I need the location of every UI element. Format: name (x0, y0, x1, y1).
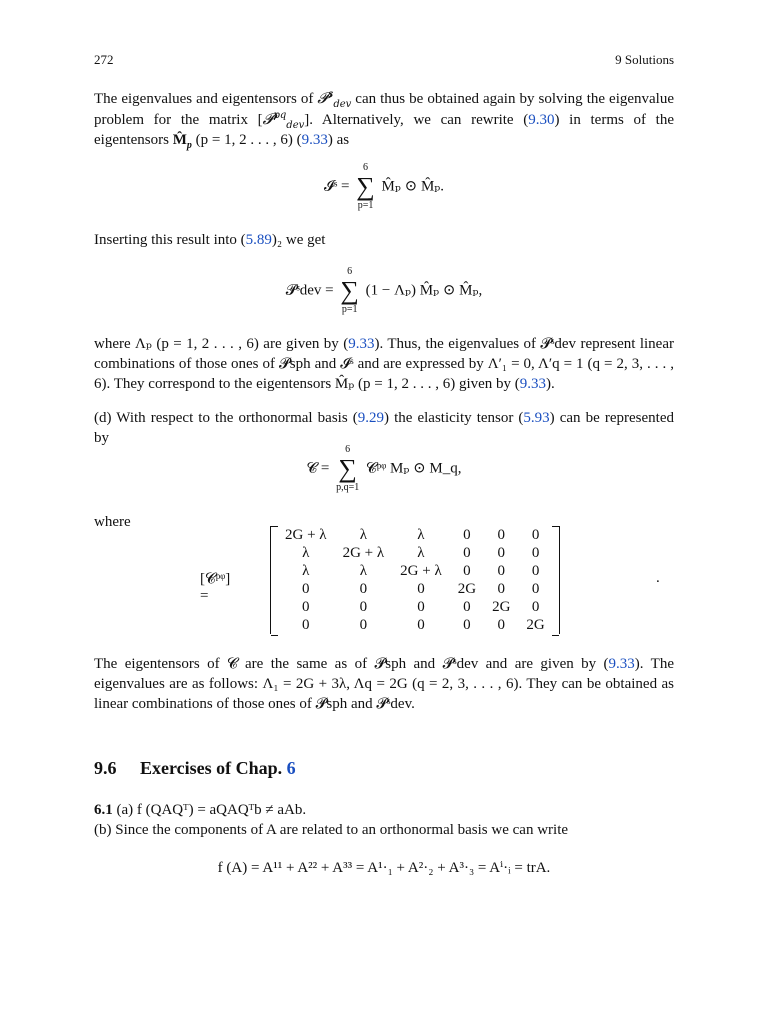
matrix-cell: 0 (359, 616, 368, 633)
ref-link-5-89[interactable]: 5.89 (245, 232, 272, 248)
page-number: 272 (94, 52, 114, 67)
sum-symbol: 6 ∑ p=1 (356, 162, 375, 211)
exercise-6-1-a (94, 800, 674, 820)
matrix-cell: λ (417, 526, 425, 543)
matrix-cell: 0 (302, 580, 310, 597)
matrix-cell: 0 (497, 562, 505, 579)
math-P-pq-dev: 𝓟$^{pq}_{dev}$ (262, 110, 305, 131)
text-segment: )₂ we get (271, 232, 326, 248)
equation-lhs: 𝓒 = (306, 460, 330, 477)
math-P-dev: 𝓟$^s_{dev}$ (317, 89, 352, 110)
matrix-cell: λ (359, 526, 367, 543)
text-segment: can thus be obtained again by solving the eigenvalue problem for the matrix [ (94, 91, 674, 128)
matrix-cell: 0 (497, 616, 505, 633)
matrix-cell: 0 (463, 562, 471, 579)
matrix-cell: 2G (526, 616, 545, 633)
matrix-cell: 0 (531, 598, 540, 615)
sum-symbol: 6 ∑ p,q=1 (336, 444, 360, 493)
equation-p-dev-sum (94, 266, 674, 316)
chapter-title: 9 Solutions (615, 52, 674, 67)
matrix-row (277, 616, 553, 634)
ref-link-5-93[interactable]: 5.93 (523, 410, 550, 426)
matrix-cell: λ (302, 544, 310, 561)
text-segment: ). (546, 376, 555, 392)
matrix-brackets (270, 526, 560, 634)
sum-symbol: 6 ∑ p=1 (340, 266, 359, 315)
matrix-cell: λ (359, 562, 367, 579)
matrix-cell: λ (417, 544, 425, 561)
text-segment: (p = 1, 2 . . . , 6) ( (191, 132, 302, 148)
text-segment: ). The eigenvalues are as follows: Λ₁ = 2G + 3λ, Λq = 2G (q = 2, 3, . . . , 6). They can be obtained as linear combinations of those ones of 𝓟sph and 𝓟ˢdev. (94, 656, 674, 712)
ref-link-9-29[interactable]: 9.29 (357, 410, 384, 426)
matrix-cell: 0 (302, 598, 310, 615)
matrix-row (277, 526, 553, 544)
math-M-hat-p: $M̂_p$ (172, 132, 192, 151)
matrix-cell: 0 (463, 544, 471, 561)
paragraph-where-lambda (94, 334, 674, 394)
matrix-cell: 2G + λ (342, 544, 385, 561)
text-segment: ]. Alternatively, we can rewrite ( (304, 112, 529, 128)
matrix-cell: 0 (463, 616, 471, 633)
equation-identity-sum (94, 162, 674, 212)
sum-lower-limit: p=1 (341, 304, 358, 315)
text-segment: The eigenvalues and eigentensors of (94, 91, 318, 107)
matrix-cell: 2G (492, 598, 511, 615)
exercise-6-1-b: (b) Since the components of A are related to an orthonormal basis we can write (94, 822, 569, 838)
text-segment: ) as (327, 132, 350, 148)
matrix-cell: 0 (417, 598, 425, 615)
matrix-cell: 0 (497, 580, 505, 597)
equation-lhs: 𝓟ˢdev = (285, 282, 334, 299)
paragraph-eigenvalues (94, 88, 674, 150)
equation-trace: f (A) = A¹¹ + A²² + A³³ = A¹·₁ + A²·₂ + A³·₃ = Aⁱ·ᵢ = trA. (217, 860, 551, 876)
equation-elasticity-sum (94, 444, 674, 494)
matrix-cell: 0 (497, 526, 505, 543)
matrix-cell: 0 (359, 598, 368, 615)
ref-link-9-33[interactable]: 9.33 (301, 132, 328, 148)
matrix-table (277, 526, 553, 634)
matrix-cell: 0 (302, 616, 310, 633)
text-segment: ) can be represented by (94, 410, 674, 446)
matrix-cell: 2G (457, 580, 477, 597)
matrix-cell: 0 (531, 526, 540, 543)
paragraph-inserting (94, 230, 674, 250)
matrix-cell: 0 (417, 616, 425, 633)
matrix-row (277, 598, 553, 616)
text-segment: (d) With respect to the orthonormal basis ( (94, 410, 358, 426)
where-label: where (94, 514, 131, 530)
sum-upper-limit: 6 (363, 162, 369, 173)
section-title: Exercises of Chap. (140, 758, 287, 778)
matrix-cell: 0 (531, 562, 540, 579)
matrix-cell: 0 (463, 598, 471, 615)
matrix-cell: 0 (359, 580, 368, 597)
ref-link-9-33[interactable]: 9.33 (608, 656, 635, 672)
exercise-text: (a) f (QAQᵀ) = aQAQᵀb ≠ aAb. (116, 802, 307, 818)
text-segment: ) in terms of the eigentensors (94, 112, 675, 148)
matrix-row (277, 580, 553, 598)
exercise-label: 6.1 (94, 802, 113, 818)
matrix-cell: 0 (497, 544, 505, 561)
section-number: 9.6 (94, 758, 117, 778)
paragraph-eigentensors-C (94, 654, 674, 714)
matrix-cell: 0 (463, 526, 471, 543)
matrix-row (277, 544, 553, 562)
matrix-cell: 0 (531, 544, 540, 561)
equation-lhs: 𝓘ˢ = (323, 178, 350, 195)
matrix-cell: 2G + λ (285, 526, 327, 543)
equation-body: (1 − Λₚ) M̂ₚ ⊙ M̂ₚ, (365, 282, 483, 299)
text-segment: where Λₚ (p = 1, 2 . . . , 6) are given by ( (94, 336, 349, 352)
equation-body: 𝓒ᵖᵠ Mₚ ⊙ M_q, (365, 460, 462, 477)
sum-lower-limit: p=1 (357, 200, 374, 211)
paragraph-orthonormal-basis (94, 408, 674, 448)
matrix-cell: λ (302, 562, 310, 579)
matrix-cell: 0 (417, 580, 425, 597)
matrix-cell: 0 (531, 580, 540, 597)
matrix-cell: 2G + λ (400, 562, 442, 579)
text-segment: ) the elasticity tensor ( (384, 410, 524, 426)
sum-upper-limit: 6 (347, 266, 353, 277)
sum-lower-limit: p,q=1 (336, 482, 360, 493)
ref-link-9-33[interactable]: 9.33 (519, 376, 547, 392)
sum-upper-limit: 6 (345, 444, 351, 455)
matrix-row (277, 562, 553, 580)
matrix-trailing-period: . (656, 570, 660, 586)
section-heading (94, 758, 296, 779)
text-segment: ). Thus, the eigenvalues of 𝓟ˢdev represent linear combinations of those ones of 𝓟sph and 𝓘ˢ and are expressed by Λ′₁ = 0, Λ′q = 1 (q = 2, 3, . . . , 6). They correspond to the eigentensors M̂ₚ (p = 1, 2 . . . , 6) given by ( (94, 336, 674, 392)
ref-link-9-30[interactable]: 9.30 (528, 112, 555, 128)
ref-link-chapter-6[interactable]: 6 (286, 758, 296, 778)
text-segment: The eigentensors of 𝓒 are the same as of 𝓟sph and 𝓟ˢdev and are given by ( (94, 656, 609, 672)
ref-link-9-33[interactable]: 9.33 (348, 336, 375, 352)
matrix-label: [𝓒ᵖᵠ] = (200, 571, 231, 604)
equation-body: M̂ₚ ⊙ M̂ₚ. (381, 178, 445, 195)
text-segment: Inserting this result into ( (94, 232, 246, 248)
